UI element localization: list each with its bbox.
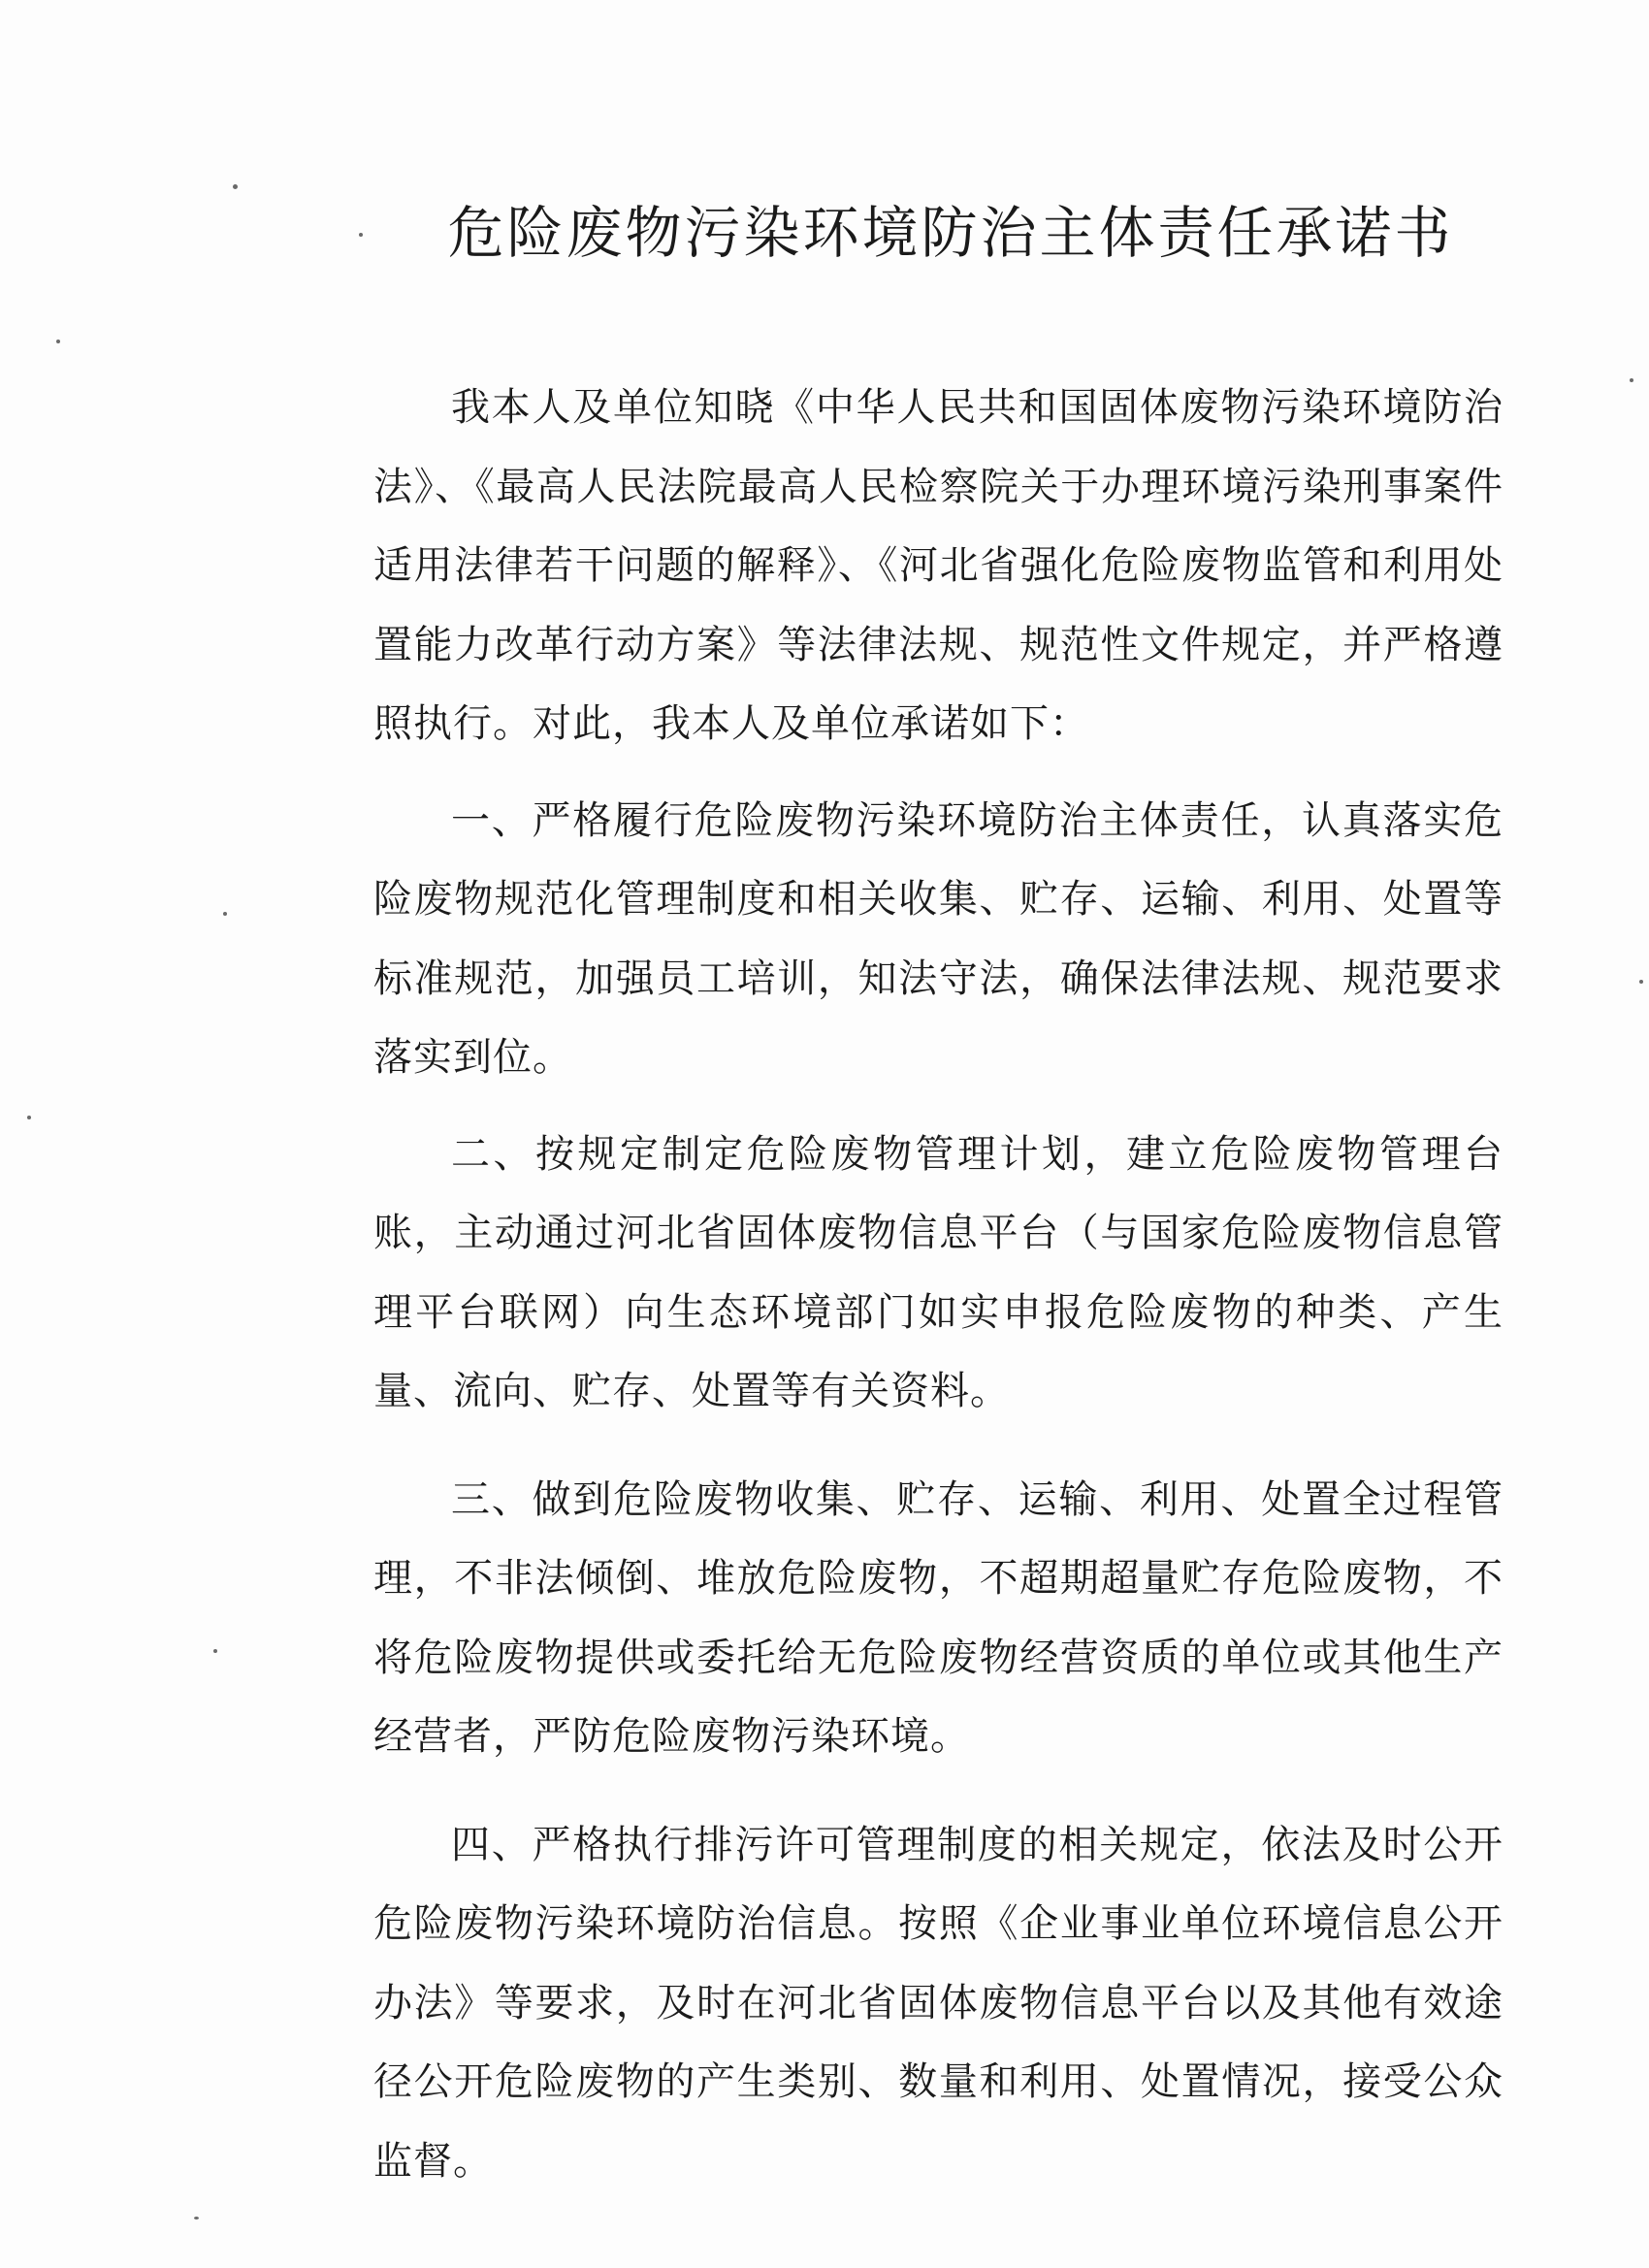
scan-speck [359,233,363,237]
intro-paragraph: 我本人及单位知晓《中华人民共和国固体废物污染环境防治法》、《最高人民法院最高人民检察院关于办理环境污染刑事案件适用法律若干问题的解释》、《河北省强化危险废物监管和利用处置能力改革行动方案》等法律法规、规范性文件规定，并严格遵照执行。对此，我本人及单位承诺如下： [373,385,1504,746]
commitment-paragraph-3: 三、做到危险废物收集、贮存、运输、利用、处置全过程管理，不非法倾倒、堆放危险废物，不超期超量贮存危险废物，不将危险废物提供或委托给无危险废物经营资质的单位或其他生产经营者，严防危险废物污染环境。 [373,1476,1504,1759]
scan-speck [223,912,227,916]
scan-speck [56,340,60,343]
document-title: 危险废物污染环境防治主体责任承诺书 [447,200,1454,266]
scan-speck [194,2217,199,2219]
scan-speck [27,1116,31,1119]
commitment-paragraph-2: 二、按规定制定危险废物管理计划，建立危险废物管理台账，主动通过河北省固体废物信息平台（与国家危险废物信息管理平台联网）向生态环境部门如实申报危险废物的种类、产生量、流向、贮存、处置等有关资料。 [373,1131,1504,1413]
commitment-paragraph-1: 一、严格履行危险废物污染环境防治主体责任，认真落实危险废物规范化管理制度和相关收集、贮存、运输、利用、处置等标准规范，加强员工培训，知法守法，确保法律法规、规范要求落实到位。 [373,797,1504,1080]
document-body [373,369,1504,2201]
scan-speck [1639,980,1643,984]
scan-speck [1630,378,1633,382]
commitment-paragraph-4: 四、严格执行排污许可管理制度的相关规定，依法及时公开危险废物污染环境防治信息。按照《企业事业单位环境信息公开办法》等要求，及时在河北省固体废物信息平台以及其他有效途径公开危险废物的产生类别、数量和利用、处置情况，接受公众监督。 [373,1822,1504,2184]
scan-speck [213,1649,217,1653]
scan-speck [233,184,238,189]
